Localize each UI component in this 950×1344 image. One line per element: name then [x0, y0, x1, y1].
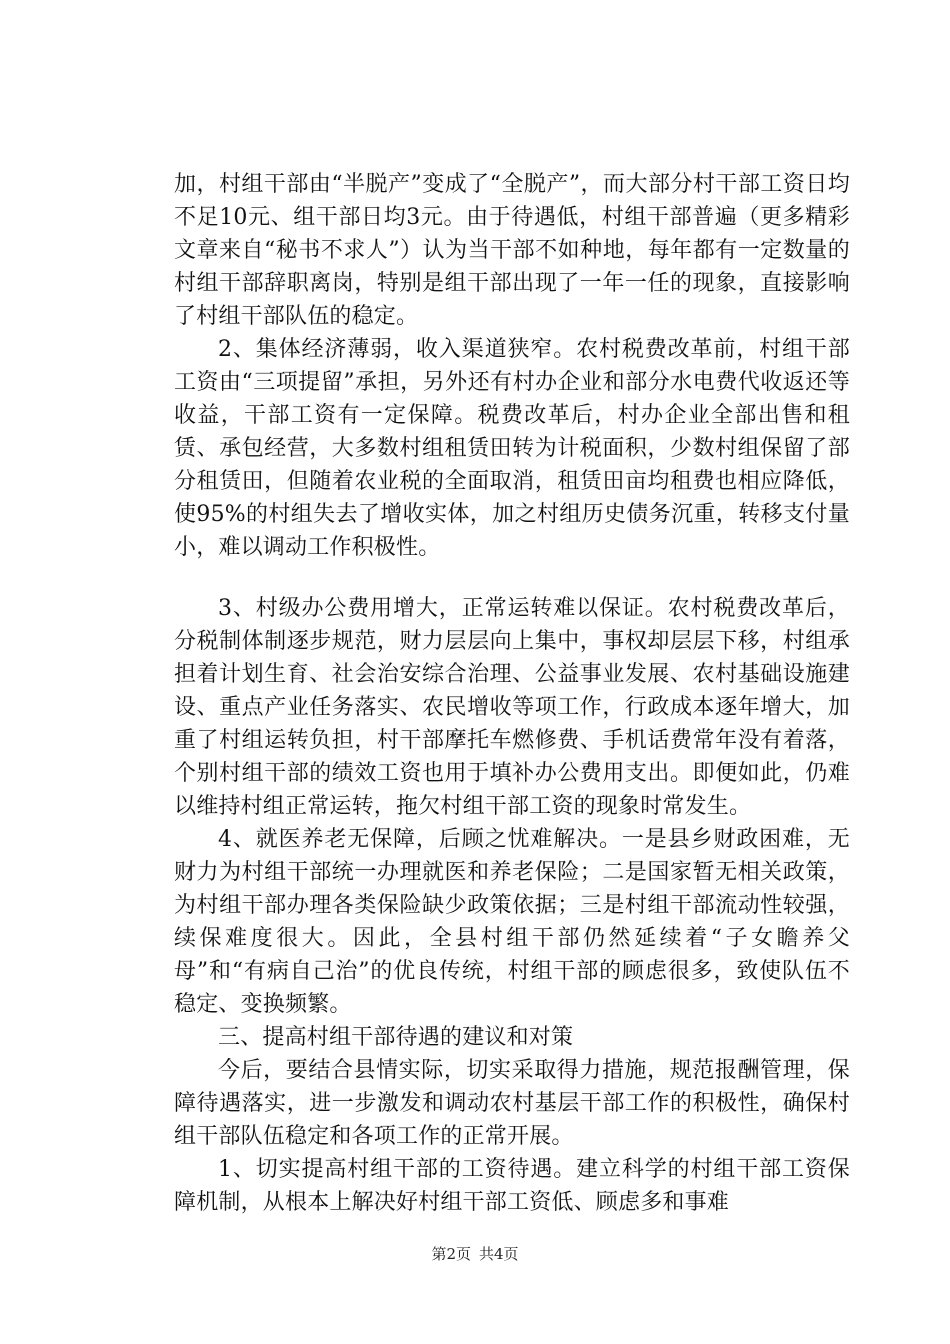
document-body [174, 168, 850, 1219]
paragraph-continuation: 加，村组干部由“半脱产”变成了“全脱产”，而大部分村干部工资日均不足10元、组干部日均3元。由于待遇低，村组干部普遍（更多精彩文章来自“秘书不求人”）认为当干部不如种地，每年都有一定数量的村组干部辞职离岗，特别是组干部出现了一年一任的现象，直接影响了村组干部队伍的稳定。 [174, 172, 850, 329]
page-number: 第2页 [431, 1245, 471, 1263]
page-footer [0, 1244, 950, 1264]
section-heading-suggestions: 三、提高村组干部待遇的建议和对策 [218, 1025, 574, 1050]
paragraph-collective-economy: 2、集体经济薄弱，收入渠道狭窄。农村税费改革前，村组干部工资由“三项提留”承担，另外还有村办企业和部分水电费代收返还等收益，干部工资有一定保障。税费改革后，村办企业全部出售和租赁、承包经营，大多数村组租赁田转为计税面积，少数村组保留了部分租赁田，但随着农业税的全面取消，租赁田亩均租费也相应降低，使95%的村组失去了增收实体，加之村组历史债务沉重，转移支付量小，难以调动工作积极性。 [174, 337, 850, 560]
page-total: 共4页 [479, 1245, 519, 1263]
paragraph-office-costs: 3、村级办公费用增大，正常运转难以保证。农村税费改革后，分税制体制逐步规范，财力层层向上集中，事权却层层下移，村组承担着计划生育、社会治安综合治理、公益事业发展、农村基础设施建设、重点产业任务落实、农民增收等项工作，行政成本逐年增大，加重了村组运转负担，村干部摩托车燃修费、手机话费常年没有着落，个别村组干部的绩效工资也用于填补办公费用支出。即便如此，仍难以维持村组正常运转，拖欠村组干部工资的现象时常发生。 [174, 596, 850, 819]
paragraph-medical-pension: 4、就医养老无保障，后顾之忧难解决。一是县乡财政困难，无财力为村组干部统一办理就医和养老保险；二是国家暂无相关政策，为村组干部办理各类保险缺少政策依据；三是村组干部流动性较强，续保难度很大。因此，全县村组干部仍然延续着“子女瞻养父母”和“有病自己治”的优良传统，村组干部的顾虑很多，致使队伍不稳定、变换频繁。 [174, 827, 850, 1017]
paragraph-raise-wages: 1、切实提高村组干部的工资待遇。建立科学的村组干部工资保障机制，从根本上解决好村组干部工资低、顾虑多和事难 [174, 1157, 850, 1215]
paragraph-intro-suggestions: 今后，要结合县情实际，切实采取得力措施，规范报酬管理，保障待遇落实，进一步激发和调动农村基层干部工作的积极性，确保村组干部队伍稳定和各项工作的正常开展。 [174, 1058, 850, 1149]
